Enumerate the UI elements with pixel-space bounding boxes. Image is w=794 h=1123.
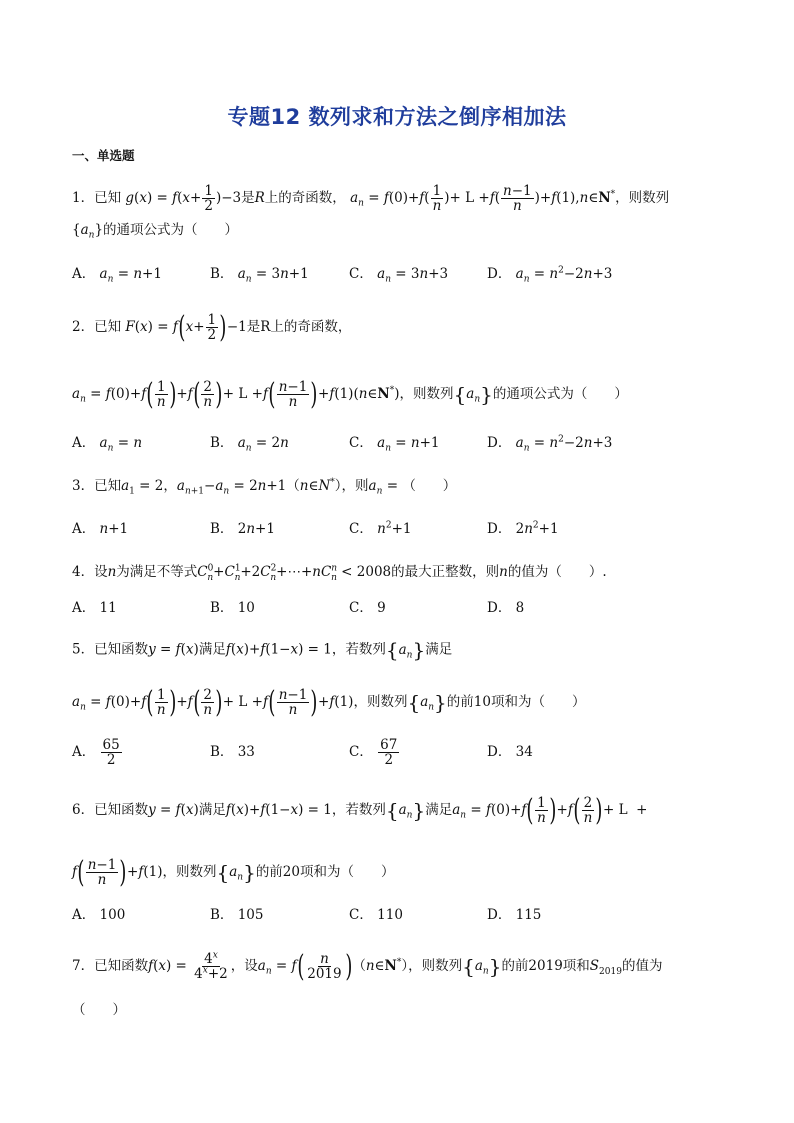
q3-option-c[interactable]: C． $n^2+1$ <box>349 520 412 537</box>
question-4: 4．设n为满足不等式$C^0_n+C^1_n+2C^2_n+\cdots+nC^n_n < 2008$的最大正整数，则n的值为（ ）. <box>72 563 607 583</box>
question-2: 2．已知 F(x) = f(x+ $\frac{1}{2}$ )−1是R上的奇函数， <box>72 309 352 345</box>
q5-option-d[interactable]: D． 34 <box>487 744 533 760</box>
q4-option-c[interactable]: C． 9 <box>349 600 386 616</box>
q6-option-c[interactable]: C． 110 <box>349 907 403 923</box>
q2-option-b[interactable]: B． $a_n = 2n$ <box>210 435 289 454</box>
q6-option-b[interactable]: B． 105 <box>210 907 264 923</box>
q3-option-b[interactable]: B． 2n+1 <box>210 521 275 537</box>
q6-option-d[interactable]: D． 115 <box>487 907 542 923</box>
question-1: 1．已知 g(x) = f(x+ $\frac{1}{2}$ )−3是R上的奇函数， $a_n = f(0)+f$( $\frac{1}{n}$ )+ L +f( $\frac{n-1}{n}$ )+f(1),n∈N*，则数列 <box>72 183 670 215</box>
q2-option-d[interactable]: D． $a_n = n^2-2n+3$ <box>487 434 613 454</box>
question-5: 5．已知函数y = f(x)满足f(x)+f(1−x) = 1，若数列$\{a_n\}$满足 <box>72 638 453 662</box>
q5-option-b[interactable]: B． 33 <box>210 744 255 760</box>
q2-option-c[interactable]: C． $a_n = n+1$ <box>349 435 440 454</box>
q3-option-a[interactable]: A． n+1 <box>72 521 129 537</box>
q1-option-a[interactable]: A． $a_n = n+1$ <box>72 266 162 285</box>
question-6-line-2: f( $\frac{n-1}{n}$ )+f(1)，则数列$\{a_n\}$的前20项和为（ ） <box>72 854 395 890</box>
question-5-line-2: $a_n = f(0)+f$( $\frac{1}{n}$ )+f( $\frac{2}{n}$ )+ L +f( $\frac{n-1}{n}$ )+f(1)，则数列$\{a_n\}$的前10项和为（ ） <box>72 684 586 720</box>
section-heading: 一、单选题 <box>72 148 135 163</box>
q4-option-a[interactable]: A． 11 <box>72 600 117 616</box>
question-1-line-2: $\{a_n\}$的通项公式为（ ） <box>72 222 239 241</box>
question-7-line-2: （ ） <box>72 1002 126 1018</box>
q4-option-d[interactable]: D． 8 <box>487 600 525 616</box>
q1-option-b[interactable]: B． $a_n = 3n+1$ <box>210 266 309 285</box>
q1-option-d[interactable]: D． $a_n = n^2-2n+3$ <box>487 265 613 285</box>
question-7: 7．已知函数f(x) = $\frac{4^x}{4^x+2}$ ，设$a_n = f$( $\frac{n}{2019}$ )（n∈N*），则数列$\{a_n\}$的前2019项和$S_{2019}$的值为 <box>72 948 663 984</box>
page-title: 专题12 数列求和方法之倒序相加法 <box>227 105 567 129</box>
question-6: 6．已知函数y = f(x)满足f(x)+f(1−x) = 1，若数列$\{a_n\}$满足$a_n = f(0)+f$( $\frac{1}{n}$ )+f( $\frac{2}{n}$ )+ L + <box>72 792 648 828</box>
q5-option-a[interactable]: A． $\frac{65}{2}$ <box>72 737 120 769</box>
q5-option-c[interactable]: C． $\frac{67}{2}$ <box>349 737 398 769</box>
q3-option-d[interactable]: D． $2n^2+1$ <box>487 520 559 537</box>
question-2-line-2: $a_n = f(0)+f$( $\frac{1}{n}$ )+f( $\frac{2}{n}$ )+ L +f( $\frac{n-1}{n}$ )+f(1)(n∈N*)，则数列$\{a_n\}$的通项公式为（ ） <box>72 376 628 412</box>
q6-option-a[interactable]: A． 100 <box>72 907 126 923</box>
q2-option-a[interactable]: A． $a_n = n$ <box>72 435 143 454</box>
q1-option-c[interactable]: C． $a_n = 3n+3$ <box>349 266 449 285</box>
q4-option-b[interactable]: B． 10 <box>210 600 255 616</box>
question-3: 3．已知$a_1 = 2$，$a_{n+1}-a_n$ = 2n+1（n∈N*），则$a_n$ = （ ） <box>72 477 457 497</box>
